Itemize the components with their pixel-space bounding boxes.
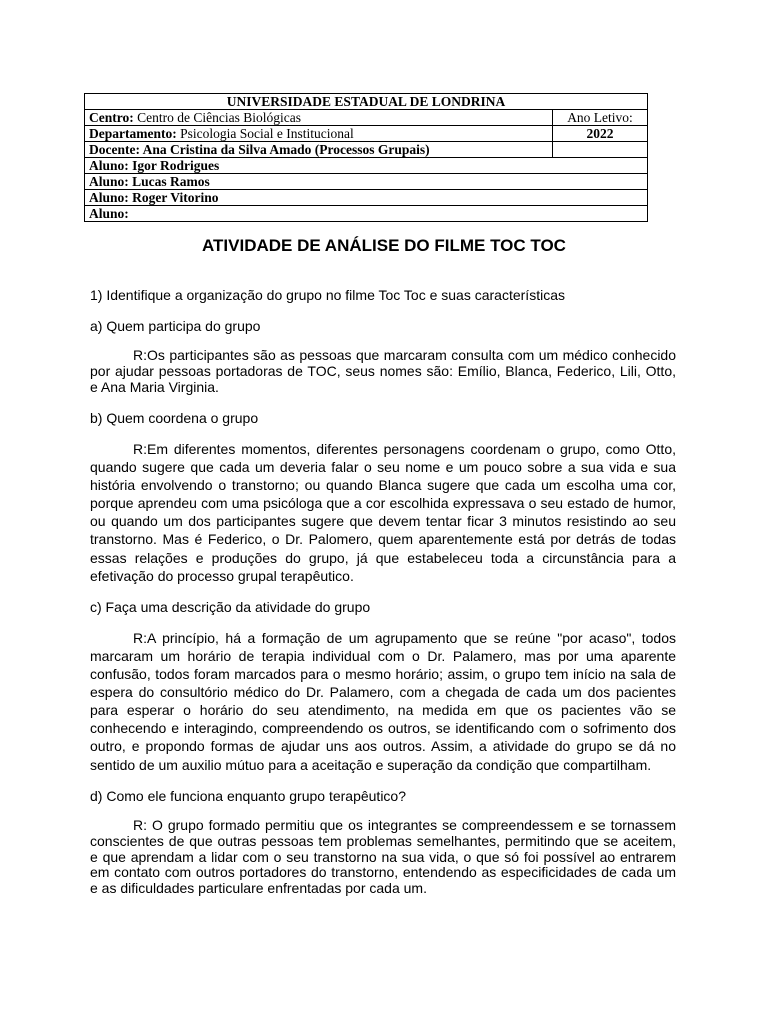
ano-letivo-value: 2022 xyxy=(553,126,648,142)
answer-d: R: O grupo formado permitiu que os integrantes se compreendessem e se tornassem conscientes de que outras pessoas tem problemas semelhantes, permitindo que se aceitem, e que aprendam a lidar com o seu transtorno na sua vida, o que só foi possível ao entrarem em contato com outros portadores do transtorno, entendendo as especificidades de cada um e as dificuldades particulare enfrentadas por cada um. xyxy=(90,816,676,897)
aluno-cell: Aluno: Roger Vitorino xyxy=(85,190,648,206)
answer-c: R:A princípio, há a formação de um agrupamento que se reúne "por acaso", todos marcaram um horário de terapia individual com o Dr. Palamero, mas por uma aparente confusão, todos foram marcados para o mesmo horário; assim, o grupo tem início na sala de espera do consultório médico do Dr. Palamero, com a chegada de cada um dos pacientes para esperar o horário do seu atendimento, na medida em que os pacientes vão se conhecendo e interagindo, compreendendo os outros, se identificando com o sofrimento dos outro, e propondo formas de ajudar uns aos outros. Assim, a atividade do grupo se dá no sentido de um auxilio mútuo para a aceitação e superação da condição que compartilham. xyxy=(90,629,676,773)
header-row-aluno-4 xyxy=(85,206,648,222)
empty-cell xyxy=(553,142,648,158)
answer-a: R:Os participantes são as pessoas que marcaram consulta com um médico conhecido por ajudar pessoas portadoras de TOC, seus nomes são: Emílio, Blanca, Federico, Lili, Otto, e Ana Maria Virginia. xyxy=(90,347,676,395)
question-b: b) Quem coordena o grupo xyxy=(90,409,259,426)
ano-letivo-label: Ano Letivo: xyxy=(553,110,648,126)
aluno-cell: Aluno: xyxy=(85,206,648,222)
university-name: UNIVERSIDADE ESTADUAL DE LONDRINA xyxy=(85,94,648,110)
document-title: ATIVIDADE DE ANÁLISE DO FILME TOC TOC xyxy=(202,236,566,255)
header-row-aluno-3 xyxy=(85,190,648,206)
centro-value: Centro de Ciências Biológicas xyxy=(137,110,301,125)
docente-cell: Docente: Ana Cristina da Silva Amado (Processos Grupais) xyxy=(85,142,553,158)
centro-cell xyxy=(85,110,553,126)
header-row-aluno-1 xyxy=(85,158,648,174)
departamento-label: Departamento: xyxy=(89,126,177,141)
question-d: d) Como ele funciona enquanto grupo terapêutico? xyxy=(90,787,406,804)
header-row-centro xyxy=(85,110,648,126)
question-1: 1) Identifique a organização do grupo no filme Toc Toc e suas características xyxy=(90,287,565,303)
header-row-university xyxy=(85,94,648,110)
departamento-cell xyxy=(85,126,553,142)
answer-b: R:Em diferentes momentos, diferentes personagens coordenam o grupo, como Otto, quando sugere que cada um deveria falar o seu nome e um pouco sobre a sua vida e sua história envolvendo o transtorno; ou quando Blanca sugere que cada um escolha uma cor, porque aprendeu com uma psicóloga que a cor escolhida expressava o seu estado de humor, ou quando um dos participantes sugere que devem tentar ficar 3 minutos resistindo ao seu transtorno. Mas é Federico, o Dr. Palomero, quem aparentemente está por detrás de todas essas relações e produções do grupo, já que estabeleceu toda a circunstância para a efetivação do processo grupal terapêutico. xyxy=(90,441,676,584)
document-body xyxy=(90,286,676,910)
header-row-aluno-2 xyxy=(85,174,648,190)
departamento-value: Psicologia Social e Institucional xyxy=(180,126,354,141)
aluno-cell: Aluno: Lucas Ramos xyxy=(85,174,648,190)
header-table xyxy=(84,93,648,222)
centro-label: Centro: xyxy=(89,110,134,125)
aluno-cell: Aluno: Igor Rodrigues xyxy=(85,158,648,174)
header-row-docente xyxy=(85,142,648,158)
question-c: c) Faça uma descrição da atividade do grupo xyxy=(90,598,371,615)
header-row-departamento xyxy=(85,126,648,142)
question-a: a) Quem participa do grupo xyxy=(90,318,261,335)
